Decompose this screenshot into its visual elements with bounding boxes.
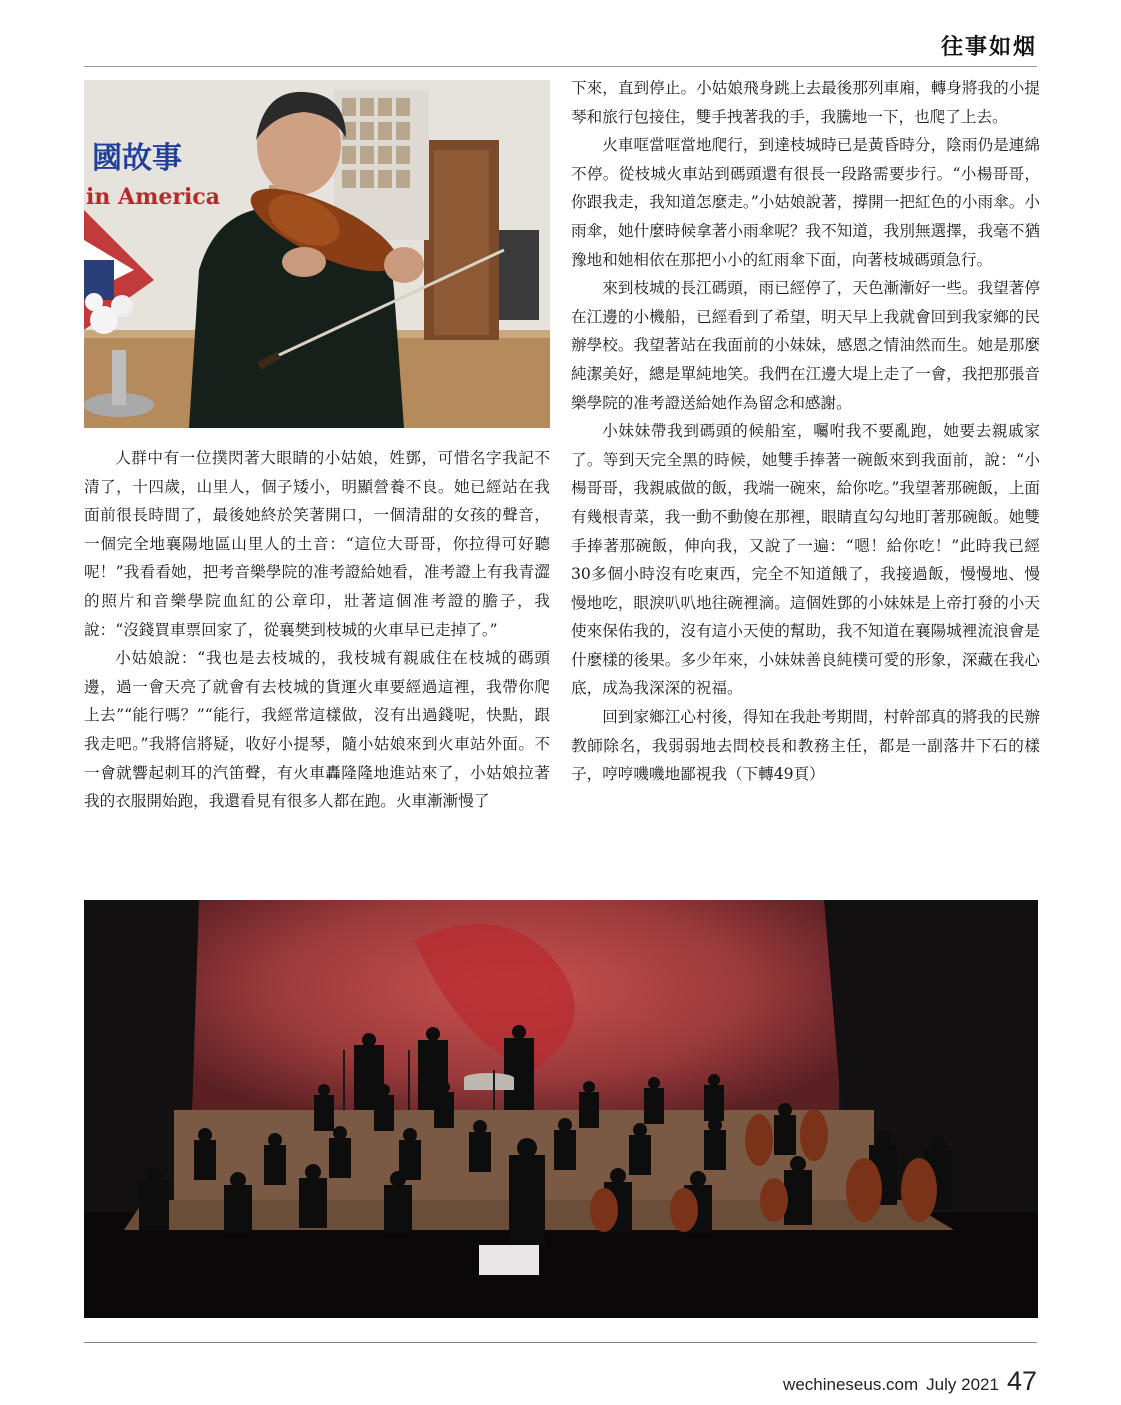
orchestra-photo [84,900,1038,1318]
paragraph-continuation: 下來，直到停止。小姑娘飛身跳上去最後那列車廂，轉身將我的小提琴和旅行包接住，雙手拽著我的手，我騰地一下，也爬了上去。 [571,79,1040,126]
footer-site: wechineseus.com [783,1375,919,1394]
footer-rule [84,1342,1037,1343]
wall-sign-en: in America [86,184,220,210]
paragraph: 小妹妹帶我到碼頭的候船室，囑咐我不要亂跑，她要去親戚家了。等到天完全黑的時候，她雙手捧著一碗飯來到我面前，說：“小楊哥哥，我親戚做的飯，我端一碗來，給你吃。”我望著那碗飯，上面有幾根青菜，我一動不動傻在那裡，眼睛直勾勾地盯著那碗飯。她雙手捧著那碗飯，伸向我，又說了一遍：“嗯！給你吃！”此時我已經30多個小時沒有吃東西，完全不知道餓了，我接過飯，慢慢地、慢慢地吃，眼淚叭叭地往碗裡滴。這個姓鄧的小妹妹是上帝打發的小天使來保佑我的，沒有這小天使的幫助，我不知道在襄陽城裡流浪會是什麼樣的後果。多少年來，小妹妹善良純樸可愛的形象，深藏在我心底，成為我深深的祝福。 [571,422,1040,698]
paragraph: 回到家鄉江心村後，得知在我赴考期間，村幹部真的將我的民辦教師除名，我弱弱地去問校長和教務主任，都是一副落井下石的樣子，哼哼嘰嘰地鄙視我（下轉49頁） [571,708,1040,784]
paragraph: 來到枝城的長江碼頭，雨已經停了，天色漸漸好一些。我望著停在江邊的小機船，已經看到了希望，明天早上我就會回到我家鄉的民辦學校。我望著站在我面前的小妹妹，感恩之情油然而生。她是那麼純潔美好，總是單純地笑。我們在江邊大堤上走了一會，我把那張音樂學院的准考證送給她作為留念和感謝。 [571,279,1040,412]
page-number: 47 [1006,1366,1037,1396]
section-title: 往事如烟 [940,34,1037,60]
footer-issue: July 2021 [926,1375,999,1394]
page-footer [783,1366,1037,1397]
article-column-right [571,74,1040,789]
violinist-photo [84,80,550,428]
paragraph: 人群中有一位撲閃著大眼睛的小姑娘，姓鄧，可惜名字我記不清了，十四歲，山里人，個子矮小，明顯營養不良。她已經站在我面前很長時間了，最後她終於笑著開口，一個清甜的女孩的聲音，一個完全地襄陽地區山里人的土音：“這位大哥哥，你拉得可好聽呢！”我看看她，把考音樂學院的准考證給她看，准考證上有我青澀的照片和音樂學院血紅的公章印，壯著這個准考證的膽子，我說：“沒錢買車票回家了，從襄樊到枝城的火車早已走掉了。” [84,449,550,639]
article-column-left [84,444,550,816]
wall-sign-cn: 國故事 [92,141,182,176]
paragraph: 火車哐當哐當地爬行，到達枝城時已是黃昏時分，陰雨仍是連綿不停。從枝城火車站到碼頭還有很長一段路需要步行。“小楊哥哥，你跟我走，我知道怎麼走。”小姑娘說著，撐開一把紅色的小雨傘。小雨傘，她什麼時候拿著小雨傘呢？我不知道，我別無選擇，我毫不猶豫地和她相依在那把小小的紅雨傘下面，向著枝城碼頭急行。 [571,136,1040,269]
paragraph: 小姑娘說：“我也是去枝城的，我枝城有親戚住在枝城的碼頭邊，過一會天亮了就會有去枝城的貨運火車要經過這裡，我帶你爬上去”“能行嗎？”“能行，我經常這樣做，沒有出過錢呢，快點，跟我走吧。”我將信將疑，收好小提琴，隨小姑娘來到火車站外面。不一會就響起刺耳的汽笛聲，有火車轟隆隆地進站來了，小姑娘拉著我的衣服開始跑，我還看見有很多人都在跑。火車漸漸慢了 [84,649,550,811]
header-rule [84,66,1037,67]
